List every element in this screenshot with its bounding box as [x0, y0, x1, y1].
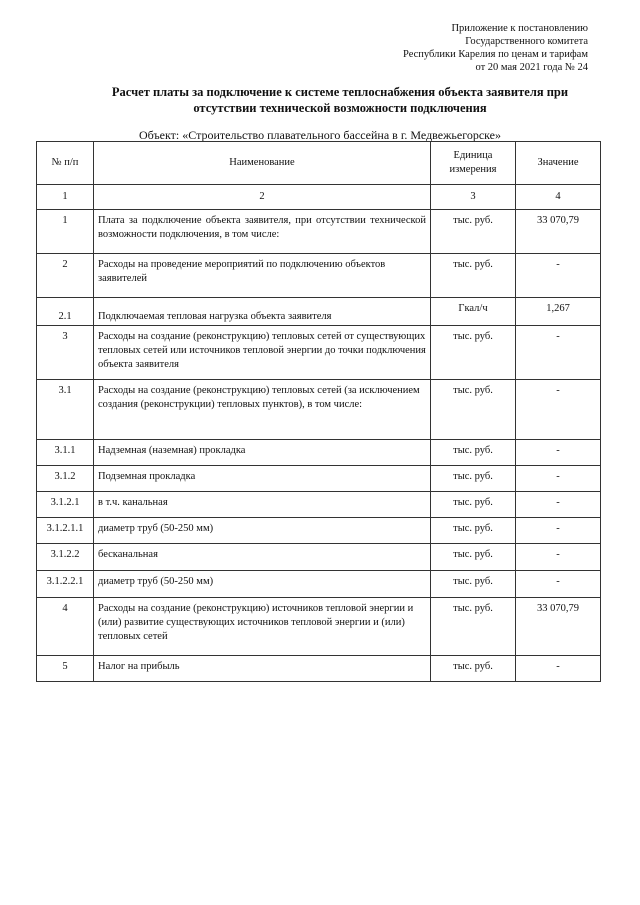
row-name: Расходы на создание (реконструкцию) тепловых сетей (за исключением создания (реконструкции) тепловых пунктов), в том числе:	[94, 380, 431, 440]
header-line: от 20 мая 2021 года № 24	[475, 62, 588, 73]
row-number: 3.1.2.1	[37, 492, 94, 518]
row-number: 4	[37, 598, 94, 656]
row-name: диаметр труб (50-250 мм)	[94, 571, 431, 598]
header-line: Государственного комитета	[465, 36, 588, 47]
row-name: Расходы на проведение мероприятий по подключению объектов заявителей	[94, 254, 431, 298]
table-row	[37, 492, 601, 518]
column-header-unit: Единица измерения	[431, 142, 516, 185]
row-value: -	[516, 380, 601, 440]
row-unit: тыс. руб.	[431, 254, 516, 298]
row-number: 2	[37, 254, 94, 298]
table-row	[37, 518, 601, 544]
calculation-table	[36, 141, 601, 682]
table-row	[37, 380, 601, 440]
column-index: 3	[431, 185, 516, 210]
document-header	[403, 22, 588, 74]
row-number: 3.1.2.2.1	[37, 571, 94, 598]
table-row	[37, 571, 601, 598]
row-unit: тыс. руб.	[431, 544, 516, 571]
title-line: Расчет платы за подключение к системе теплоснабжения объекта заявителя при	[111, 85, 569, 99]
row-unit: тыс. руб.	[431, 326, 516, 380]
column-index: 1	[37, 185, 94, 210]
row-unit: тыс. руб.	[431, 571, 516, 598]
table-row	[37, 598, 601, 656]
table-row	[37, 466, 601, 492]
row-number: 1	[37, 210, 94, 254]
row-value: -	[516, 518, 601, 544]
table-row	[37, 544, 601, 571]
column-header-name: Наименование	[94, 142, 431, 185]
title-line: отсутствии технической возможности подключения	[193, 101, 487, 115]
row-unit: тыс. руб.	[431, 380, 516, 440]
table-row	[37, 656, 601, 682]
row-value: 33 070,79	[516, 598, 601, 656]
header-line: Приложение к постановлению	[451, 23, 588, 34]
column-header-value: Значение	[516, 142, 601, 185]
row-unit: тыс. руб.	[431, 466, 516, 492]
row-value: -	[516, 326, 601, 380]
row-name: Надземная (наземная) прокладка	[94, 440, 431, 466]
row-number: 3.1.2.1.1	[37, 518, 94, 544]
row-value: -	[516, 440, 601, 466]
row-number: 3.1	[37, 380, 94, 440]
table-row	[37, 298, 601, 326]
table-row	[37, 440, 601, 466]
row-number: 5	[37, 656, 94, 682]
row-unit: тыс. руб.	[431, 210, 516, 254]
row-value: -	[516, 571, 601, 598]
row-value: -	[516, 492, 601, 518]
column-index: 2	[94, 185, 431, 210]
row-unit: тыс. руб.	[431, 518, 516, 544]
row-name: Расходы на создание (реконструкцию) источников тепловой энергии и (или) развитие существующих источников тепловой энергии и (или) тепловых сетей	[94, 598, 431, 656]
object-line: Объект: «Строительство плавательного бассейна в г. Медвежьегорске»	[139, 128, 501, 142]
row-value: -	[516, 254, 601, 298]
row-name: Плата за подключение объекта заявителя, при отсутствии технической возможности подключения, в том числе:	[94, 210, 431, 254]
column-index: 4	[516, 185, 601, 210]
row-number: 3.1.1	[37, 440, 94, 466]
row-name: диаметр труб (50-250 мм)	[94, 518, 431, 544]
row-unit: тыс. руб.	[431, 598, 516, 656]
document-title	[60, 84, 620, 116]
table-row	[37, 210, 601, 254]
row-name: Подземная прокладка	[94, 466, 431, 492]
row-number: 3.1.2	[37, 466, 94, 492]
table-row	[37, 254, 601, 298]
table-row	[37, 326, 601, 380]
row-name: Подключаемая тепловая нагрузка объекта заявителя	[94, 298, 431, 326]
row-number: 3	[37, 326, 94, 380]
row-name: Налог на прибыль	[94, 656, 431, 682]
row-name: в т.ч. канальная	[94, 492, 431, 518]
row-number: 3.1.2.2	[37, 544, 94, 571]
row-value: 33 070,79	[516, 210, 601, 254]
row-unit: тыс. руб.	[431, 656, 516, 682]
row-value: -	[516, 466, 601, 492]
row-name: Расходы на создание (реконструкцию) тепловых сетей от существующих тепловых сетей или источников тепловой энергии до точки подключения объекта заявителя	[94, 326, 431, 380]
row-unit: тыс. руб.	[431, 440, 516, 466]
row-name: бесканальная	[94, 544, 431, 571]
row-number: 2.1	[37, 298, 94, 326]
row-value: -	[516, 544, 601, 571]
table-header-row	[37, 142, 601, 185]
column-index-row	[37, 185, 601, 210]
row-unit: Гкал/ч	[431, 298, 516, 326]
row-value: 1,267	[516, 298, 601, 326]
column-header-number: № п/п	[37, 142, 94, 185]
row-value: -	[516, 656, 601, 682]
row-unit: тыс. руб.	[431, 492, 516, 518]
header-line: Республики Карелия по ценам и тарифам	[403, 49, 588, 60]
